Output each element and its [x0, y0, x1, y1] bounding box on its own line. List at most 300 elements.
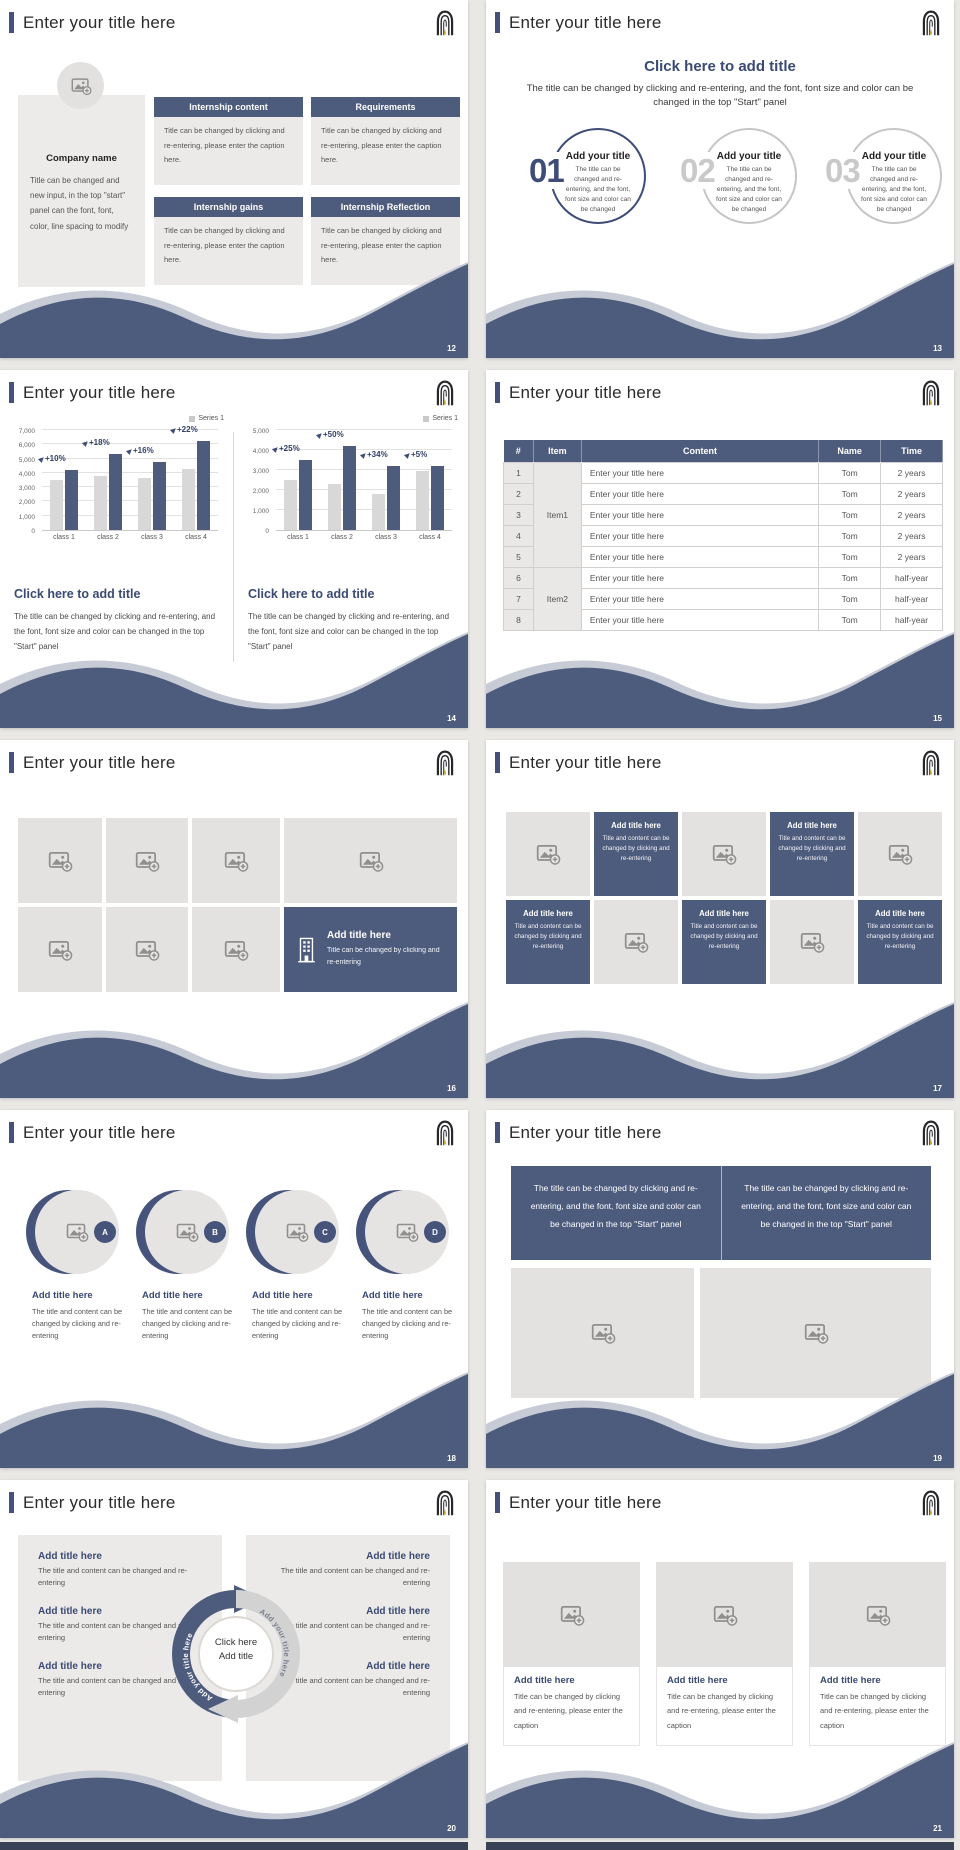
image-placeholder: [18, 818, 102, 903]
image-placeholder: [192, 907, 280, 992]
legend-label: Series 1: [198, 415, 224, 422]
increase-arrow-icon: ▶: [315, 430, 325, 440]
content-table: [503, 440, 943, 631]
image-add-icon: [712, 1602, 738, 1628]
legend-marker: [423, 416, 429, 422]
bar-group: [169, 425, 218, 530]
row-name: Tom: [819, 483, 881, 504]
bar: [50, 480, 63, 530]
item-group: Item2: [533, 567, 581, 630]
circle-title: Add your title: [716, 151, 782, 162]
text-panel: [511, 1166, 931, 1260]
row-time: 2 years: [881, 483, 943, 504]
block-title: Add title here: [38, 1661, 102, 1672]
y-axis-labels: [8, 428, 38, 535]
increase-arrow-icon: ▶: [359, 450, 369, 460]
info-box-caption: Title can be changed by clicking and re-entering, please enter the caption here.: [154, 117, 303, 185]
image-add-icon: [623, 929, 649, 955]
step-number: 03: [825, 152, 860, 189]
page-number: 19: [933, 1454, 942, 1463]
y-tick-label: 1,000: [252, 508, 269, 515]
block-title: Add title here: [366, 1661, 430, 1672]
slide-header: [495, 1122, 662, 1143]
cell-caption: Title and content can be changed by clicking and re-entering: [602, 835, 670, 862]
diagram-center-text: [199, 1636, 273, 1665]
slide-18: [0, 1110, 468, 1468]
next-row-slide-edge: [0, 1842, 468, 1850]
card-caption: Title can be changed by clicking and re-entering, please enter the caption: [514, 1692, 623, 1730]
annotation-label: +34%: [367, 450, 388, 459]
bottom-wave: [0, 262, 468, 358]
bar-group: [359, 430, 408, 530]
image-add-icon: [70, 75, 92, 97]
circle-title: Add your title: [565, 151, 631, 162]
y-axis-labels: [242, 428, 272, 535]
bottom-wave: [0, 1002, 468, 1098]
x-axis-labels: [42, 534, 218, 541]
bar: [284, 480, 297, 530]
slide-14: [0, 370, 468, 728]
company-card: [18, 95, 145, 287]
arch-gate-logo-icon: [921, 1489, 941, 1517]
image-add-icon: [134, 937, 160, 963]
legend-label: Series 1: [432, 415, 458, 422]
x-tick-label: class 1: [53, 534, 75, 541]
cell-caption: Title and content can be changed by clicking and re-entering: [778, 835, 846, 862]
table-header-row: [504, 440, 943, 462]
image-placeholder: [682, 812, 766, 896]
slide-header: [9, 752, 176, 773]
title-accent-bar: [9, 1122, 14, 1143]
col-header: Time: [881, 440, 943, 462]
image-add-icon: [134, 848, 160, 874]
image-add-icon: [803, 1320, 829, 1346]
block-caption: The title and content can be changed and re-entering: [38, 1676, 188, 1697]
bar-group: [125, 430, 174, 530]
col-header: Content: [581, 440, 818, 462]
annotation: [405, 450, 427, 459]
arch-gate-logo-icon: [921, 749, 941, 777]
arrow-label-right: Add your title here: [258, 1606, 292, 1679]
row-name: Tom: [819, 462, 881, 483]
step-number: 01: [529, 152, 564, 189]
image-placeholder: [18, 907, 102, 992]
bar-chart: [8, 415, 226, 550]
annotation: [317, 430, 344, 439]
image-add-icon: [223, 937, 249, 963]
info-box-title: Internship content: [154, 97, 303, 117]
title-accent-bar: [9, 12, 14, 33]
y-tick-label: 2,000: [18, 499, 35, 507]
cell-title: Add title here: [787, 821, 837, 830]
slide-title: Enter your title here: [509, 752, 662, 772]
lettered-item: [356, 1190, 460, 1370]
card-title: Add title here: [514, 1675, 575, 1686]
page-number: 15: [933, 714, 942, 723]
annotation-label: +10%: [45, 454, 66, 463]
row-content: Enter your title here: [581, 525, 818, 546]
lettered-item: [26, 1190, 130, 1370]
image-placeholder: [506, 812, 590, 896]
image-add-icon: [711, 841, 737, 867]
chart-caption: The title can be changed by clicking and re-entering, and the font, font size and color can be changed in the top "Start" panel: [14, 612, 216, 652]
bar-group: [315, 430, 364, 530]
card-body: [809, 1667, 946, 1746]
page-number: 20: [447, 1824, 456, 1833]
image-add-icon: [47, 848, 73, 874]
image-placeholder: [809, 1562, 946, 1667]
increase-arrow-icon: ▶: [125, 446, 135, 456]
circle-title: Add your title: [861, 151, 927, 162]
slide-title: Enter your title here: [509, 1492, 662, 1512]
text-cell: [858, 900, 942, 984]
bar: [197, 441, 210, 530]
table-row: [504, 462, 943, 483]
item-caption: The title and content can be changed by clicking and re-entering: [142, 1307, 233, 1341]
row-num: 4: [504, 525, 534, 546]
card-body: [656, 1667, 793, 1746]
col-header: Name: [819, 440, 881, 462]
image-placeholder: [106, 818, 188, 903]
annotation-label: +25%: [279, 444, 300, 453]
title-accent-bar: [9, 752, 14, 773]
slide-15: [486, 370, 954, 728]
title-accent-bar: [495, 752, 500, 773]
table-row: [504, 567, 943, 588]
x-tick-label: class 1: [287, 534, 309, 541]
letter-badge: D: [424, 1221, 446, 1243]
slide-header: [495, 12, 662, 33]
row-content: Enter your title here: [581, 504, 818, 525]
row-name: Tom: [819, 567, 881, 588]
plot-area: [37, 425, 218, 531]
image-add-icon: [590, 1320, 616, 1346]
page-number: 13: [933, 344, 942, 353]
info-box: [154, 97, 303, 185]
company-name: Company name: [46, 153, 117, 164]
row-num: 3: [504, 504, 534, 525]
row-time: 2 years: [881, 504, 943, 525]
arch-gate-logo-icon: [435, 9, 455, 37]
bottom-wave: [486, 1372, 954, 1468]
section-subtitle: The title can be changed by clicking and re-entering, and the font, font size and color can be changed in the top "Start" panel: [526, 83, 914, 109]
item-title: Add title here: [362, 1290, 423, 1301]
page-number: 14: [447, 714, 456, 723]
circle-caption: The title can be changed and re-entering, and the font, font size and color can be changed: [716, 166, 782, 213]
image-placeholder: [770, 900, 854, 984]
cell-title: Add title here: [523, 909, 573, 918]
slide-title: Enter your title here: [23, 752, 176, 772]
bar-chart: [242, 415, 460, 550]
row-name: Tom: [819, 504, 881, 525]
annotation: [361, 450, 388, 459]
y-tick-label: 2,000: [252, 488, 269, 495]
card-body: [503, 1667, 640, 1746]
increase-arrow-icon: ▶: [271, 444, 281, 454]
bar: [431, 466, 444, 530]
image-placeholder: [106, 907, 188, 992]
cell-title: Add title here: [875, 909, 925, 918]
increase-arrow-icon: ▶: [37, 454, 47, 464]
page-number: 21: [933, 1824, 942, 1833]
row-num: 6: [504, 567, 534, 588]
bar: [387, 466, 400, 530]
y-tick-label: 6,000: [18, 442, 35, 450]
image-card: [656, 1562, 793, 1746]
row-time: half-year: [881, 567, 943, 588]
bar-group: [271, 430, 320, 530]
slide-16: [0, 740, 468, 1098]
y-tick-label: 5,000: [18, 456, 35, 464]
item-title: Add title here: [32, 1290, 93, 1301]
page-number: 18: [447, 1454, 456, 1463]
image-placeholder: [858, 812, 942, 896]
text-cell: [594, 812, 678, 896]
bottom-wave: [0, 1372, 468, 1468]
slide-title: Enter your title here: [509, 12, 662, 32]
y-tick-label: 5,000: [252, 428, 269, 435]
info-box-caption: Title can be changed by clicking and re-entering, please enter the caption here.: [311, 117, 460, 185]
letter-badge: A: [94, 1221, 116, 1243]
step-number: 02: [680, 152, 715, 189]
row-content: Enter your title here: [581, 609, 818, 630]
slide-title: Enter your title here: [23, 1492, 176, 1512]
item-caption: The title and content can be changed by clicking and re-entering: [32, 1307, 123, 1341]
increase-arrow-icon: ▶: [81, 438, 91, 448]
item-caption: The title and content can be changed by clicking and re-entering: [362, 1307, 453, 1341]
bottom-wave: [486, 1002, 954, 1098]
slide-header: [495, 752, 662, 773]
slide-19: [486, 1110, 954, 1468]
item-group: Item1: [533, 462, 581, 567]
bar-group: [37, 430, 86, 530]
bottom-wave: [486, 632, 954, 728]
feature-title: Add title here: [327, 930, 391, 942]
image-add-icon: [799, 929, 825, 955]
info-box-title: Requirements: [311, 97, 460, 117]
cell-title: Add title here: [699, 909, 749, 918]
bottom-wave: [0, 632, 468, 728]
slide-title: Enter your title here: [23, 1122, 176, 1142]
annotation-label: +5%: [411, 450, 428, 459]
feature-caption: Title can be changed by clicking and re-entering: [327, 947, 440, 966]
page-number: 12: [447, 344, 456, 353]
chart-heading: Click here to add title: [14, 587, 141, 601]
image-placeholder: [57, 62, 104, 109]
page-number: 16: [447, 1084, 456, 1093]
cell-caption: Title and content can be changed by clicking and re-entering: [690, 923, 758, 950]
row-content: Enter your title here: [581, 462, 818, 483]
row-time: half-year: [881, 588, 943, 609]
x-tick-label: class 2: [97, 534, 119, 541]
bottom-wave: [486, 1742, 954, 1838]
col-header: #: [504, 440, 534, 462]
x-tick-label: class 4: [185, 534, 207, 541]
slide-header: [9, 12, 176, 33]
bottom-wave: [0, 1742, 468, 1838]
y-tick-label: 1,000: [18, 513, 35, 521]
panel-text-left: The title can be changed by clicking and re-entering, and the font, font size and color can be changed in the top "Start" panel: [530, 1183, 701, 1229]
title-accent-bar: [495, 1492, 500, 1513]
card-title: Add title here: [820, 1675, 881, 1686]
arch-gate-logo-icon: [921, 379, 941, 407]
row-time: 2 years: [881, 546, 943, 567]
image-card: [809, 1562, 946, 1746]
bar: [94, 476, 107, 530]
slide-17: [486, 740, 954, 1098]
x-tick-label: class 3: [375, 534, 397, 541]
slide-header: [9, 382, 176, 403]
arch-gate-logo-icon: [921, 1119, 941, 1147]
feature-text: [327, 930, 447, 969]
block-caption: The title and content can be changed and re-entering: [38, 1621, 188, 1642]
arch-gate-logo-icon: [435, 1119, 455, 1147]
circle-caption: The title can be changed and re-entering, and the font, font size and color can be changed: [861, 166, 927, 213]
arrow-label-left: Add your title here: [180, 1631, 214, 1704]
y-tick-label: 7,000: [18, 428, 35, 435]
row-content: Enter your title here: [581, 546, 818, 567]
bar: [299, 460, 312, 530]
title-accent-bar: [495, 382, 500, 403]
image-add-icon: [358, 848, 384, 874]
bar: [65, 470, 78, 530]
text-cell: [770, 812, 854, 896]
block-caption: The title and content can be changed and re-entering: [280, 1676, 430, 1697]
bottom-wave: [486, 262, 954, 358]
slide-title: Enter your title here: [509, 382, 662, 402]
slide-21: [486, 1480, 954, 1838]
annotation-label: +18%: [89, 438, 110, 448]
slide-header: [495, 382, 662, 403]
image-placeholder: [192, 818, 280, 903]
annotation: [83, 438, 110, 447]
circle-caption: The title can be changed and re-entering, and the font, font size and color can be changed: [565, 166, 631, 213]
slide-header: [9, 1492, 176, 1513]
annotation: [127, 446, 154, 455]
block-caption: The title and content can be changed and re-entering: [280, 1566, 430, 1587]
annotation: [273, 444, 300, 453]
next-row-slide-edge: [486, 1842, 954, 1850]
cell-caption: Title and content can be changed by clicking and re-entering: [866, 923, 934, 950]
bar: [328, 484, 341, 530]
bar-group: [403, 430, 452, 530]
row-name: Tom: [819, 609, 881, 630]
row-num: 5: [504, 546, 534, 567]
lettered-item: [246, 1190, 350, 1370]
feature-box: [284, 907, 457, 992]
arch-gate-logo-icon: [435, 749, 455, 777]
slide-20: [0, 1480, 468, 1838]
item-title: Add title here: [142, 1290, 203, 1301]
page-number: 17: [933, 1084, 942, 1093]
info-box-caption: Title can be changed by clicking and re-entering, please enter the caption here.: [311, 217, 460, 285]
text-cell: [506, 900, 590, 984]
col-header: Item: [533, 440, 581, 462]
chart-legend: [189, 415, 224, 422]
image-add-icon: [887, 841, 913, 867]
card-caption: Title can be changed by clicking and re-entering, please enter the caption: [820, 1692, 929, 1730]
row-time: 2 years: [881, 525, 943, 546]
annotation-label: +16%: [133, 446, 154, 456]
slide-title: Enter your title here: [509, 1122, 662, 1142]
title-accent-bar: [495, 1122, 500, 1143]
bar: [343, 446, 356, 530]
title-accent-bar: [9, 382, 14, 403]
row-content: Enter your title here: [581, 588, 818, 609]
increase-arrow-icon: ▶: [169, 426, 179, 435]
slide-13: [486, 0, 954, 358]
image-add-icon: [865, 1602, 891, 1628]
letter-badge: C: [314, 1221, 336, 1243]
slide-header: [495, 1492, 662, 1513]
lettered-item: [136, 1190, 240, 1370]
image-add-icon: [223, 848, 249, 874]
y-tick-label: 4,000: [252, 448, 269, 455]
chart-heading: Click here to add title: [248, 587, 375, 601]
x-tick-label: class 3: [141, 534, 163, 541]
row-time: half-year: [881, 609, 943, 630]
row-content: Enter your title here: [581, 567, 818, 588]
block-title: Add title here: [366, 1551, 430, 1562]
block-title: Add title here: [38, 1606, 102, 1617]
info-box-caption: Title can be changed by clicking and re-entering, please enter the caption here.: [154, 217, 303, 285]
center-line2: Add title: [218, 1651, 254, 1663]
info-box-title: Internship gains: [154, 197, 303, 217]
bar: [138, 478, 151, 530]
annotation: [39, 454, 66, 463]
item-caption: The title and content can be changed by clicking and re-entering: [252, 1307, 343, 1341]
image-placeholder: [503, 1562, 640, 1667]
row-name: Tom: [819, 525, 881, 546]
x-tick-label: class 4: [419, 534, 441, 541]
row-num: 1: [504, 462, 534, 483]
cycle-diagram: [161, 1576, 311, 1736]
x-axis-labels: [276, 534, 452, 541]
info-box-title: Internship Reflection: [311, 197, 460, 217]
chart-caption: The title can be changed by clicking and re-entering, and the font, font size and color can be changed in the top "Start" panel: [248, 612, 450, 652]
row-content: Enter your title here: [581, 483, 818, 504]
company-caption: Title can be changed and new input, in the top "start" panel can the font, font, color, line spacing to modify: [30, 176, 129, 231]
x-tick-label: class 2: [331, 534, 353, 541]
image-add-icon: [535, 841, 561, 867]
block-title: Add title here: [366, 1606, 430, 1617]
row-num: 8: [504, 609, 534, 630]
row-num: 7: [504, 588, 534, 609]
card-caption: Title can be changed by clicking and re-entering, please enter the caption: [667, 1692, 776, 1730]
image-placeholder: [594, 900, 678, 984]
row-num: 2: [504, 483, 534, 504]
legend-marker: [189, 416, 195, 422]
slide-title: Enter your title here: [23, 12, 176, 32]
letter-badge: B: [204, 1221, 226, 1243]
center-line1: Click here: [214, 1637, 258, 1648]
title-accent-bar: [495, 12, 500, 33]
item-title: Add title here: [252, 1290, 313, 1301]
bar: [372, 494, 385, 530]
y-tick-label: 3,000: [252, 468, 269, 475]
annotation: [171, 425, 198, 434]
bar: [153, 462, 166, 530]
text-cell: [682, 900, 766, 984]
arch-gate-logo-icon: [435, 1489, 455, 1517]
slide-12: [0, 0, 468, 358]
title-accent-bar: [9, 1492, 14, 1513]
row-name: Tom: [819, 546, 881, 567]
image-add-icon: [395, 1220, 419, 1244]
image-add-icon: [175, 1220, 199, 1244]
increase-arrow-icon: ▶: [403, 450, 413, 460]
plot-area: [271, 430, 452, 531]
